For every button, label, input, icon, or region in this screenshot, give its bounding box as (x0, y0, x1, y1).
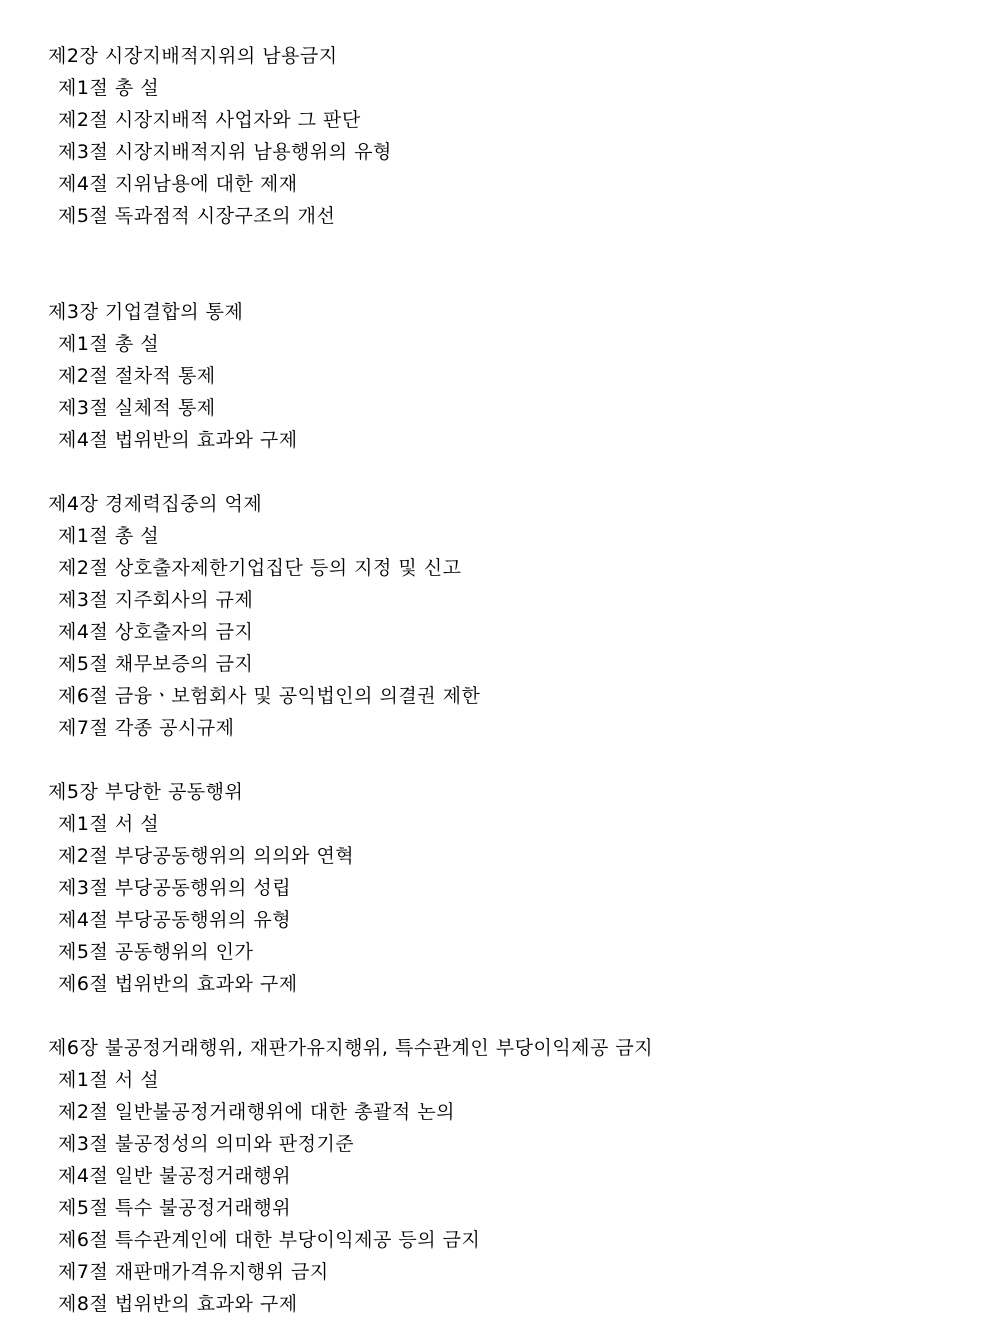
spacer (48, 744, 968, 776)
chapter-title: 제5장 부당한 공동행위 (48, 781, 244, 803)
section-item: 제7절 각종 공시규제 (58, 717, 235, 739)
section-item: 제1절 서 설 (58, 1069, 160, 1091)
section-item: 제7절 재판매가격유지행위 금지 (58, 1261, 329, 1283)
section-item: 제4절 일반 불공정거래행위 (58, 1165, 292, 1187)
chapter-5 (48, 776, 968, 1000)
chapter-3 (48, 296, 968, 456)
section-item: 제5절 공동행위의 인가 (58, 941, 254, 963)
chapter-title: 제2장 시장지배적지위의 남용금지 (48, 45, 338, 67)
chapter-4 (48, 488, 968, 744)
section-item: 제1절 총 설 (58, 525, 160, 547)
chapter-title: 제4장 경제력집중의 억제 (48, 493, 263, 515)
section-item: 제2절 상호출자제한기업집단 등의 지정 및 신고 (58, 557, 462, 579)
spacer (48, 232, 968, 296)
section-item: 제6절 법위반의 효과와 구제 (58, 973, 298, 995)
section-item: 제4절 지위남용에 대한 제재 (58, 173, 298, 195)
table-of-contents (48, 40, 968, 1320)
section-item: 제2절 시장지배적 사업자와 그 판단 (58, 109, 361, 131)
spacer (48, 1000, 968, 1032)
section-item: 제3절 지주회사의 규제 (58, 589, 254, 611)
section-item: 제4절 상호출자의 금지 (58, 621, 254, 643)
chapter-6 (48, 1032, 968, 1320)
section-item: 제1절 서 설 (58, 813, 160, 835)
chapter-2 (48, 40, 968, 232)
section-item: 제1절 총 설 (58, 77, 160, 99)
section-item: 제5절 독과점적 시장구조의 개선 (58, 205, 336, 227)
section-item: 제6절 금융ㆍ보험회사 및 공익법인의 의결권 제한 (58, 685, 481, 707)
section-item: 제3절 실체적 통제 (58, 397, 216, 419)
section-item: 제8절 법위반의 효과와 구제 (58, 1293, 298, 1315)
section-item: 제2절 부당공동행위의 의의와 연혁 (58, 845, 355, 867)
section-item: 제5절 특수 불공정거래행위 (58, 1197, 292, 1219)
chapter-title: 제3장 기업결합의 통제 (48, 301, 244, 323)
chapter-title: 제6장 불공정거래행위, 재판가유지행위, 특수관계인 부당이익제공 금지 (48, 1037, 654, 1059)
section-item: 제4절 법위반의 효과와 구제 (58, 429, 298, 451)
section-item: 제3절 시장지배적지위 남용행위의 유형 (58, 141, 392, 163)
section-item: 제4절 부당공동행위의 유형 (58, 909, 292, 931)
section-item: 제2절 절차적 통제 (58, 365, 216, 387)
section-item: 제1절 총 설 (58, 333, 160, 355)
section-item: 제5절 채무보증의 금지 (58, 653, 254, 675)
section-item: 제2절 일반불공정거래행위에 대한 총괄적 논의 (58, 1101, 455, 1123)
section-item: 제3절 부당공동행위의 성립 (58, 877, 292, 899)
section-item: 제6절 특수관계인에 대한 부당이익제공 등의 금지 (58, 1229, 481, 1251)
section-item: 제3절 불공정성의 의미와 판정기준 (58, 1133, 355, 1155)
spacer (48, 456, 968, 488)
